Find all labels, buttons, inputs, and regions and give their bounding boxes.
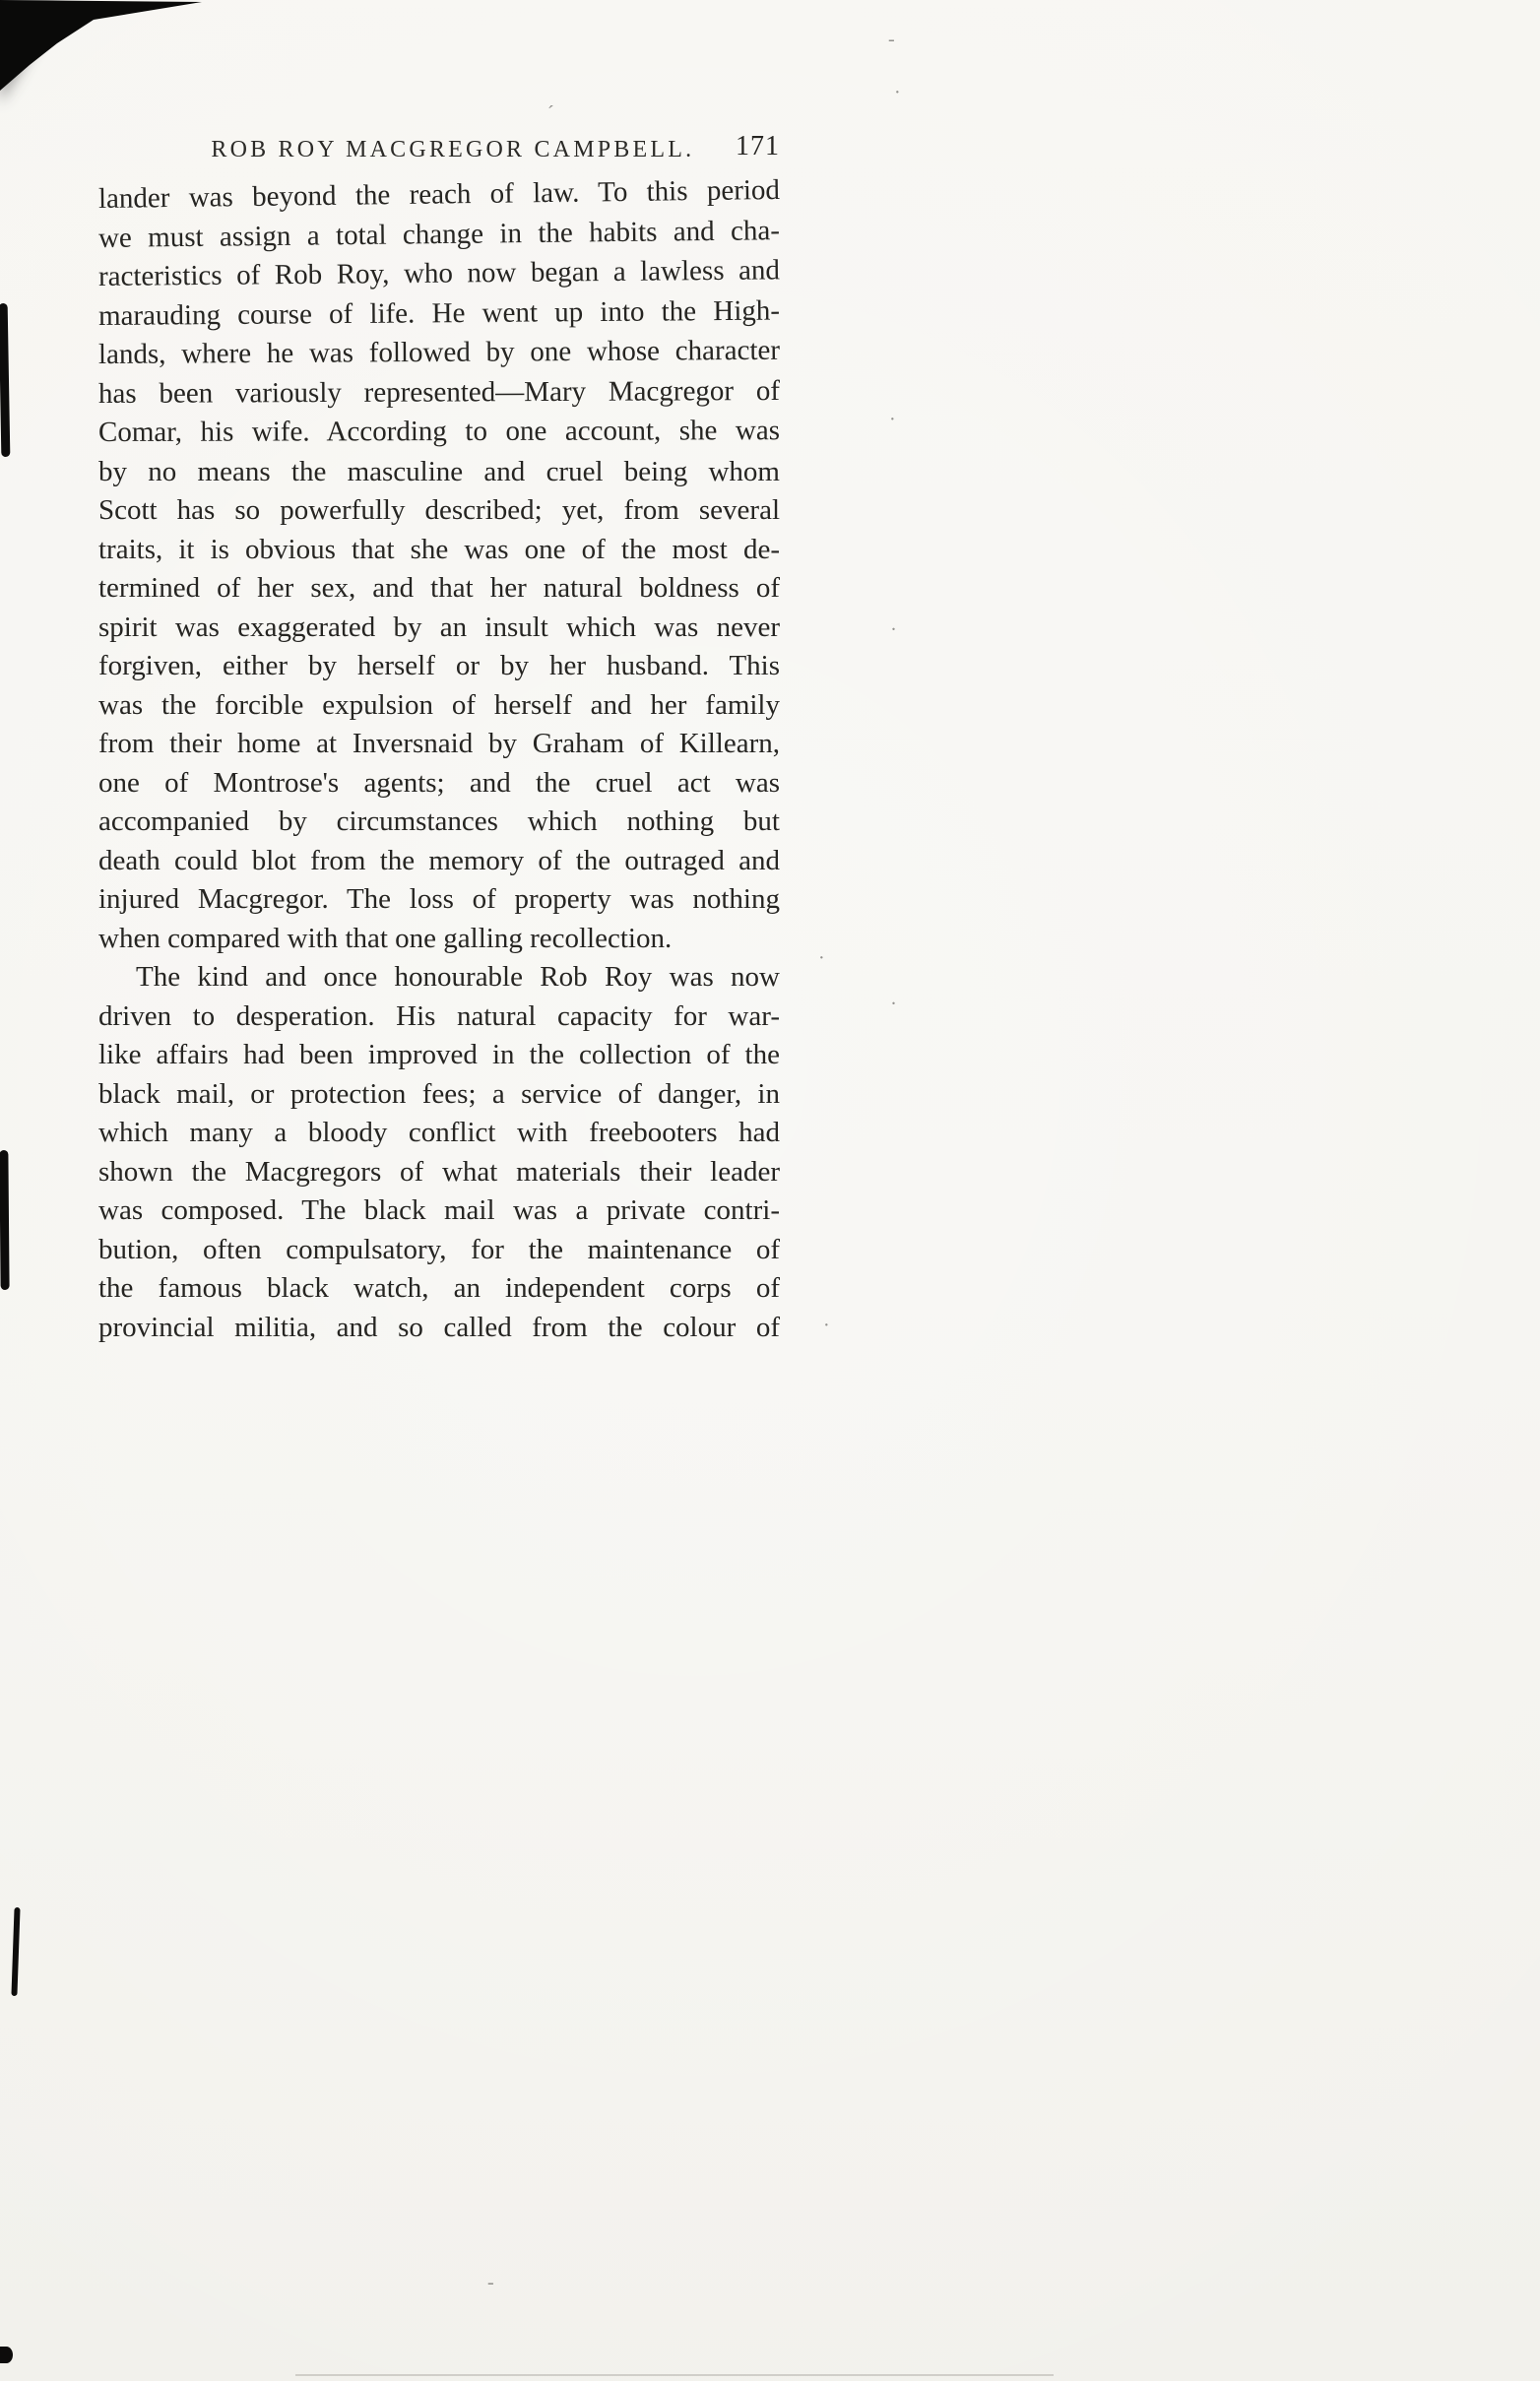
- text-line: shown the Macgregors of what materials their leader: [98, 1155, 780, 1188]
- running-title: ROB ROY MACGREGOR CAMPBELL.: [211, 137, 695, 162]
- text-line: bution, often compulsatory, for the maintenance of: [98, 1233, 780, 1265]
- text-line: termined of her sex, and that her natural boldness of: [98, 572, 780, 604]
- text-line: spirit was exaggerated by an insult which was never: [98, 611, 780, 643]
- text-line: lander was beyond the reach of law. To this period: [97, 173, 781, 215]
- page-number: 171: [736, 131, 780, 161]
- text-line: the famous black watch, an independent corps of: [98, 1272, 780, 1304]
- text-line: traits, it is obvious that she was one of the most de-: [98, 533, 780, 565]
- text-line: was the forcible expulsion of herself and her family: [98, 688, 780, 721]
- text-line: Scott has so powerfully described; yet, from several: [98, 494, 780, 526]
- text-block: [97, 173, 781, 1347]
- scan-bottom-line: [295, 2374, 1054, 2376]
- text-line: we must assign a total change in the habits and cha-: [97, 214, 781, 254]
- scan-edge-mark: [0, 303, 10, 457]
- scan-speck: -: [487, 2272, 494, 2293]
- scan-corner-blob: [0, 0, 226, 148]
- text-line: racteristics of Rob Roy, who now began a lawless and: [97, 254, 781, 292]
- text-line: from their home at Inversnaid by Graham of Killearn,: [98, 728, 780, 759]
- text-line: has been variously represented—Mary Macgregor of: [97, 374, 781, 410]
- scan-speck: ·: [889, 409, 896, 430]
- text-line: death could blot from the memory of the outraged and: [98, 844, 780, 876]
- text-line: accompanied by circumstances which nothing but: [98, 805, 780, 837]
- text-line: marauding course of life. He went up into the High-: [97, 294, 781, 332]
- scan-speck: ·: [894, 82, 901, 103]
- scan-speck: .: [891, 613, 896, 635]
- scan-speck: -: [888, 29, 895, 50]
- text-line: The kind and once honourable Rob Roy was now: [136, 961, 780, 993]
- text-line: Comar, his wife. According to one account, she was: [97, 415, 781, 448]
- text-line: was composed. The black mail was a private contri-: [98, 1194, 780, 1226]
- text-line: by no means the masculine and cruel being whom: [98, 455, 780, 487]
- text-line: one of Montrose's agents; and the cruel act was: [98, 766, 780, 799]
- text-line: black mail, or protection fees; a service of danger, in: [98, 1077, 780, 1110]
- text-line: injured Macgregor. The loss of property was nothing: [98, 883, 780, 915]
- text-line: lands, where he was followed by one whose character: [97, 334, 781, 370]
- text-line: driven to desperation. His natural capacity for war-: [98, 999, 780, 1032]
- text-line: provincial militia, and so called from the colour of: [98, 1311, 780, 1343]
- text-line: forgiven, either by herself or by her husband. This: [98, 650, 780, 681]
- scan-speck: .: [891, 988, 896, 1009]
- text-line: like affairs had been improved in the collection of the: [98, 1039, 780, 1070]
- text-line: which many a bloody conflict with freebooters had: [98, 1117, 780, 1148]
- scan-edge-mark: [0, 1150, 10, 1290]
- text-line: when compared with that one galling recollection.: [98, 922, 673, 954]
- scan-speck: ´: [547, 102, 554, 124]
- scan-edge-mark: [11, 1907, 20, 1996]
- scan-speck: ·: [823, 1315, 830, 1336]
- scan-speck: ·: [818, 947, 825, 969]
- scan-edge-mark: [0, 2347, 13, 2363]
